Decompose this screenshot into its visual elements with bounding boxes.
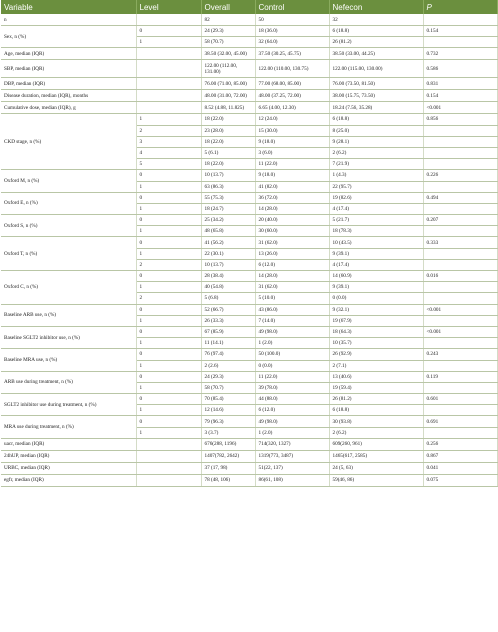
table-row <box>1 170 497 181</box>
cell-o: 676(288, 1196) <box>201 438 255 450</box>
cell-l <box>136 474 201 486</box>
cell-c: 30 (60.0) <box>255 226 329 237</box>
cell-c: 32 (64.0) <box>255 37 329 48</box>
cell-p: 0.856 <box>423 114 497 125</box>
table-row <box>1 237 497 248</box>
cell-c: 50 <box>255 14 329 26</box>
cell-p: 0.732 <box>423 48 497 60</box>
cell-o: 18 (22.0) <box>201 136 255 147</box>
cell-c: 12 (24.0) <box>255 114 329 125</box>
variable-cell: MRA use during treatment, n (%) <box>1 416 136 438</box>
cell-l: 4 <box>136 147 201 158</box>
cell-n: 22 (95.7) <box>329 181 423 192</box>
cell-n: 2 (7.1) <box>329 360 423 371</box>
cell-o: 48 (65.8) <box>201 226 255 237</box>
cell-o: 28 (38.4) <box>201 271 255 282</box>
cell-l <box>136 462 201 474</box>
table-row <box>1 114 497 125</box>
cell-l: 0 <box>136 394 201 405</box>
table-row <box>1 462 497 474</box>
cell-o: 2 (2.6) <box>201 360 255 371</box>
cell-p: 0.831 <box>423 78 497 90</box>
cell-o: 38.50 (32.00, 45.00) <box>201 48 255 60</box>
cell-p: <0.001 <box>423 326 497 337</box>
cell-p: 0.226 <box>423 170 497 181</box>
table-row <box>1 416 497 427</box>
cell-n: 1 (4.3) <box>329 170 423 181</box>
cell-n: 26 (92.9) <box>329 349 423 360</box>
cell-c: 36 (72.0) <box>255 192 329 203</box>
cell-c: 122.00 (110.00, 130.75) <box>255 60 329 78</box>
cell-c: 1 (2.0) <box>255 338 329 349</box>
cell-l: 1 <box>136 203 201 214</box>
variable-cell: SBP, median (IQR) <box>1 60 136 78</box>
cell-o: 40 (54.8) <box>201 282 255 293</box>
variable-cell: Baseline SGLT2 inhibitor use, n (%) <box>1 326 136 348</box>
variable-cell: Disease duration, median (IQR), months <box>1 90 136 102</box>
cell-l: 2 <box>136 259 201 270</box>
header-control: Control <box>255 0 329 14</box>
table-row <box>1 304 497 315</box>
cell-c: 15 (30.0) <box>255 125 329 136</box>
cell-n: 2 (6.2) <box>329 147 423 158</box>
cell-o: 55 (75.3) <box>201 192 255 203</box>
cell-n: 122.00 (115.00, 130.00) <box>329 60 423 78</box>
cell-n: 9 (28.1) <box>329 136 423 147</box>
cell-l: 0 <box>136 326 201 337</box>
cell-p: 0.691 <box>423 416 497 427</box>
cell-c: 5 (10.0) <box>255 293 329 304</box>
cell-c: 41 (82.0) <box>255 181 329 192</box>
cell-l: 2 <box>136 293 201 304</box>
cell-l <box>136 438 201 450</box>
table-row <box>1 326 497 337</box>
cell-l <box>136 78 201 90</box>
cell-o: 52 (66.7) <box>201 304 255 315</box>
cell-n: 10 (43.5) <box>329 237 423 248</box>
cell-n: 32 <box>329 14 423 26</box>
cell-o: 76.00 (71.00, 85.00) <box>201 78 255 90</box>
cell-o: 5 (6.1) <box>201 147 255 158</box>
variable-cell: Oxford M, n (%) <box>1 170 136 192</box>
cell-o: 26 (33.3) <box>201 315 255 326</box>
cell-p: <0.001 <box>423 304 497 315</box>
cell-n: 2 (6.2) <box>329 427 423 438</box>
variable-cell: 24hUP, median (IQR) <box>1 450 136 462</box>
cell-c: 31 (62.0) <box>255 237 329 248</box>
variable-cell: URBC, median (IQR) <box>1 462 136 474</box>
cell-l <box>136 102 201 114</box>
cell-c: 77.00 (68.00, 85.00) <box>255 78 329 90</box>
table-body <box>1 14 497 486</box>
cell-n: 4 (17.4) <box>329 203 423 214</box>
variable-cell: Cumulative dose, median (IQR), g <box>1 102 136 114</box>
cell-n: 19 (59.4) <box>329 382 423 393</box>
table-row <box>1 60 497 78</box>
cell-n: 18 (78.3) <box>329 226 423 237</box>
cell-c: 50 (100.0) <box>255 349 329 360</box>
cell-n: 609(260, 961) <box>329 438 423 450</box>
cell-p: 0.243 <box>423 349 497 360</box>
cell-c: 14 (28.0) <box>255 203 329 214</box>
table-row <box>1 349 497 360</box>
cell-n: 4 (17.4) <box>329 259 423 270</box>
cell-l: 1 <box>136 226 201 237</box>
cell-n: 18.24 (7.56, 35.28) <box>329 102 423 114</box>
variable-cell: egfr, median (IQR) <box>1 474 136 486</box>
cell-n: 18 (64.3) <box>329 326 423 337</box>
variable-cell: Sex, n (%) <box>1 26 136 48</box>
variable-cell: SGLT2 inhibitor use during treatment, n (%) <box>1 394 136 416</box>
variable-cell: ARB use during treatment, n (%) <box>1 371 136 393</box>
cell-l <box>136 450 201 462</box>
cell-l: 0 <box>136 349 201 360</box>
cell-n: 38.00 (15.75, 73.50) <box>329 90 423 102</box>
cell-o: 5 (6.8) <box>201 293 255 304</box>
cell-p: 0.154 <box>423 26 497 37</box>
cell-n: 14 (60.9) <box>329 271 423 282</box>
cell-n: 9 (32.1) <box>329 304 423 315</box>
cell-l: 0 <box>136 170 201 181</box>
cell-o: 79 (96.3) <box>201 416 255 427</box>
cell-o: 12 (14.6) <box>201 405 255 416</box>
cell-p <box>423 315 497 326</box>
table-row <box>1 14 497 26</box>
table-row <box>1 474 497 486</box>
cell-l: 2 <box>136 125 201 136</box>
cell-c: 18 (36.0) <box>255 26 329 37</box>
cell-o: 63 (86.3) <box>201 181 255 192</box>
cell-n: 38.50 (33.00, 44.25) <box>329 48 423 60</box>
cell-c: 6 (12.0) <box>255 259 329 270</box>
cell-n: 5 (21.7) <box>329 215 423 226</box>
cell-p <box>423 147 497 158</box>
cell-c: 7 (14.0) <box>255 315 329 326</box>
cell-n: 6 (18.8) <box>329 114 423 125</box>
variable-cell: n <box>1 14 136 26</box>
variable-cell: Oxford C, n (%) <box>1 271 136 305</box>
cell-o: 58 (70.7) <box>201 382 255 393</box>
cell-o: 122.00 (112.00, 131.00) <box>201 60 255 78</box>
cell-c: 49 (98.0) <box>255 326 329 337</box>
cell-n: 7 (21.9) <box>329 159 423 170</box>
cell-c: 20 (40.0) <box>255 215 329 226</box>
cell-p: 0.586 <box>423 60 497 78</box>
cell-l: 0 <box>136 192 201 203</box>
cell-o: 23 (28.0) <box>201 125 255 136</box>
header-nefecon: Nefecon <box>329 0 423 14</box>
cell-o: 24 (29.3) <box>201 26 255 37</box>
cell-n: 9 (39.1) <box>329 282 423 293</box>
cell-c: 0 (0.0) <box>255 360 329 371</box>
cell-c: 44 (88.0) <box>255 394 329 405</box>
cell-c: 1319(773, 3487) <box>255 450 329 462</box>
cell-n: 24 (5, 63) <box>329 462 423 474</box>
cell-n: 6 (18.8) <box>329 26 423 37</box>
cell-l: 1 <box>136 282 201 293</box>
cell-p: 0.154 <box>423 90 497 102</box>
cell-l: 0 <box>136 304 201 315</box>
cell-l: 0 <box>136 271 201 282</box>
cell-o: 18 (22.0) <box>201 159 255 170</box>
variable-cell: CKD stage, n (%) <box>1 114 136 170</box>
cell-c: 9 (18.0) <box>255 170 329 181</box>
table-row <box>1 78 497 90</box>
cell-l: 1 <box>136 360 201 371</box>
cell-c: 48.00 (37.25, 72.00) <box>255 90 329 102</box>
cell-c: 1 (2.0) <box>255 427 329 438</box>
header-overall: Overall <box>201 0 255 14</box>
cell-p <box>423 226 497 237</box>
cell-p <box>423 181 497 192</box>
cell-o: 41 (56.2) <box>201 237 255 248</box>
cell-l <box>136 14 201 26</box>
cell-o: 70 (85.4) <box>201 394 255 405</box>
cell-p: 0.207 <box>423 215 497 226</box>
cell-p: 0.333 <box>423 237 497 248</box>
cell-l <box>136 48 201 60</box>
cell-p <box>423 382 497 393</box>
cell-p <box>423 203 497 214</box>
cell-o: 1407(782, 2642) <box>201 450 255 462</box>
cell-n: 30 (93.8) <box>329 416 423 427</box>
cell-l: 0 <box>136 26 201 37</box>
cell-o: 10 (13.7) <box>201 259 255 270</box>
cell-n: 76.00 (73.50, 81.50) <box>329 78 423 90</box>
cell-c: 9 (18.0) <box>255 136 329 147</box>
variable-cell: Baseline ARB use, n (%) <box>1 304 136 326</box>
cell-l: 1 <box>136 315 201 326</box>
cell-c: 14 (28.0) <box>255 271 329 282</box>
cell-o: 11 (14.1) <box>201 338 255 349</box>
cell-n: 10 (35.7) <box>329 338 423 349</box>
cell-n: 9 (39.1) <box>329 248 423 259</box>
cell-o: 18 (24.7) <box>201 203 255 214</box>
cell-p <box>423 293 497 304</box>
cell-l <box>136 60 201 78</box>
cell-p <box>423 125 497 136</box>
table-row <box>1 394 497 405</box>
variable-cell: Oxford T, n (%) <box>1 237 136 271</box>
cell-c: 51(22, 137) <box>255 462 329 474</box>
table-header <box>1 0 497 14</box>
variable-cell: uacr, median (IQR) <box>1 438 136 450</box>
variable-cell: Oxford S, n (%) <box>1 215 136 237</box>
cell-p: 0.119 <box>423 371 497 382</box>
cell-p <box>423 136 497 147</box>
cell-l <box>136 90 201 102</box>
cell-p <box>423 282 497 293</box>
cell-o: 48.00 (31.00, 72.00) <box>201 90 255 102</box>
cell-n: 59(46, 86) <box>329 474 423 486</box>
cell-l: 1 <box>136 248 201 259</box>
cell-l: 1 <box>136 181 201 192</box>
table-row <box>1 90 497 102</box>
cell-p <box>423 360 497 371</box>
cell-l: 1 <box>136 427 201 438</box>
cell-c: 37.50 (30.25, 45.75) <box>255 48 329 60</box>
table-row <box>1 48 497 60</box>
cell-n: 6 (18.8) <box>329 405 423 416</box>
cell-p <box>423 37 497 48</box>
cell-c: 6.65 (4.00, 12.30) <box>255 102 329 114</box>
cell-c: 11 (22.0) <box>255 371 329 382</box>
cell-o: 82 <box>201 14 255 26</box>
cell-o: 37 (17, 98) <box>201 462 255 474</box>
cell-p <box>423 248 497 259</box>
cell-o: 76 (97.4) <box>201 349 255 360</box>
cell-c: 39 (78.0) <box>255 382 329 393</box>
header-level: Level <box>136 0 201 14</box>
cell-o: 24 (29.3) <box>201 371 255 382</box>
cell-o: 18 (22.0) <box>201 114 255 125</box>
cell-n: 8 (25.0) <box>329 125 423 136</box>
cell-o: 22 (30.1) <box>201 248 255 259</box>
table-row <box>1 271 497 282</box>
variable-cell: Oxford E, n (%) <box>1 192 136 214</box>
cell-p: 0.016 <box>423 271 497 282</box>
cell-l: 1 <box>136 114 201 125</box>
cell-c: 714(320, 1327) <box>255 438 329 450</box>
cell-o: 10 (13.7) <box>201 170 255 181</box>
cell-n: 19 (67.9) <box>329 315 423 326</box>
cell-c: 11 (22.0) <box>255 159 329 170</box>
cell-o: 3 (3.7) <box>201 427 255 438</box>
cell-o: 8.52 (4.88, 11.825) <box>201 102 255 114</box>
table-row <box>1 192 497 203</box>
header-p: P <box>423 0 497 14</box>
cell-p: 0.867 <box>423 450 497 462</box>
baseline-characteristics-table <box>1 0 498 487</box>
cell-o: 67 (85.9) <box>201 326 255 337</box>
table-row <box>1 215 497 226</box>
cell-o: 78 (48, 106) <box>201 474 255 486</box>
cell-l: 0 <box>136 237 201 248</box>
cell-c: 13 (26.0) <box>255 248 329 259</box>
cell-n: 19 (82.6) <box>329 192 423 203</box>
cell-o: 25 (34.2) <box>201 215 255 226</box>
cell-c: 43 (86.0) <box>255 304 329 315</box>
cell-l: 1 <box>136 382 201 393</box>
cell-l: 3 <box>136 136 201 147</box>
cell-p <box>423 159 497 170</box>
cell-o: 58 (70.7) <box>201 37 255 48</box>
cell-p: 0.601 <box>423 394 497 405</box>
cell-p <box>423 14 497 26</box>
cell-c: 49 (98.0) <box>255 416 329 427</box>
cell-c: 3 (6.0) <box>255 147 329 158</box>
cell-n: 1465(617, 2585) <box>329 450 423 462</box>
table-row <box>1 26 497 37</box>
cell-p <box>423 427 497 438</box>
variable-cell: Age, median (IQR) <box>1 48 136 60</box>
cell-p: 0.494 <box>423 192 497 203</box>
cell-n: 26 (81.2) <box>329 394 423 405</box>
table-row <box>1 371 497 382</box>
cell-p <box>423 405 497 416</box>
cell-n: 26 (81.2) <box>329 37 423 48</box>
cell-p: 0.041 <box>423 462 497 474</box>
cell-c: 31 (62.0) <box>255 282 329 293</box>
table-row <box>1 102 497 114</box>
cell-l: 0 <box>136 215 201 226</box>
cell-l: 1 <box>136 37 201 48</box>
variable-cell: DBP, median (IQR) <box>1 78 136 90</box>
table-row <box>1 450 497 462</box>
cell-n: 0 (0.0) <box>329 293 423 304</box>
cell-l: 0 <box>136 371 201 382</box>
cell-l: 1 <box>136 338 201 349</box>
cell-l: 5 <box>136 159 201 170</box>
cell-p: 0.075 <box>423 474 497 486</box>
cell-c: 86(61, 108) <box>255 474 329 486</box>
cell-c: 6 (12.0) <box>255 405 329 416</box>
table-row <box>1 438 497 450</box>
cell-l: 0 <box>136 416 201 427</box>
cell-p <box>423 259 497 270</box>
cell-p: 0.256 <box>423 438 497 450</box>
cell-n: 13 (40.6) <box>329 371 423 382</box>
cell-p: <0.001 <box>423 102 497 114</box>
cell-l: 1 <box>136 405 201 416</box>
cell-p <box>423 338 497 349</box>
variable-cell: Baseline MRA use, n (%) <box>1 349 136 371</box>
header-variable: Variable <box>1 0 136 14</box>
